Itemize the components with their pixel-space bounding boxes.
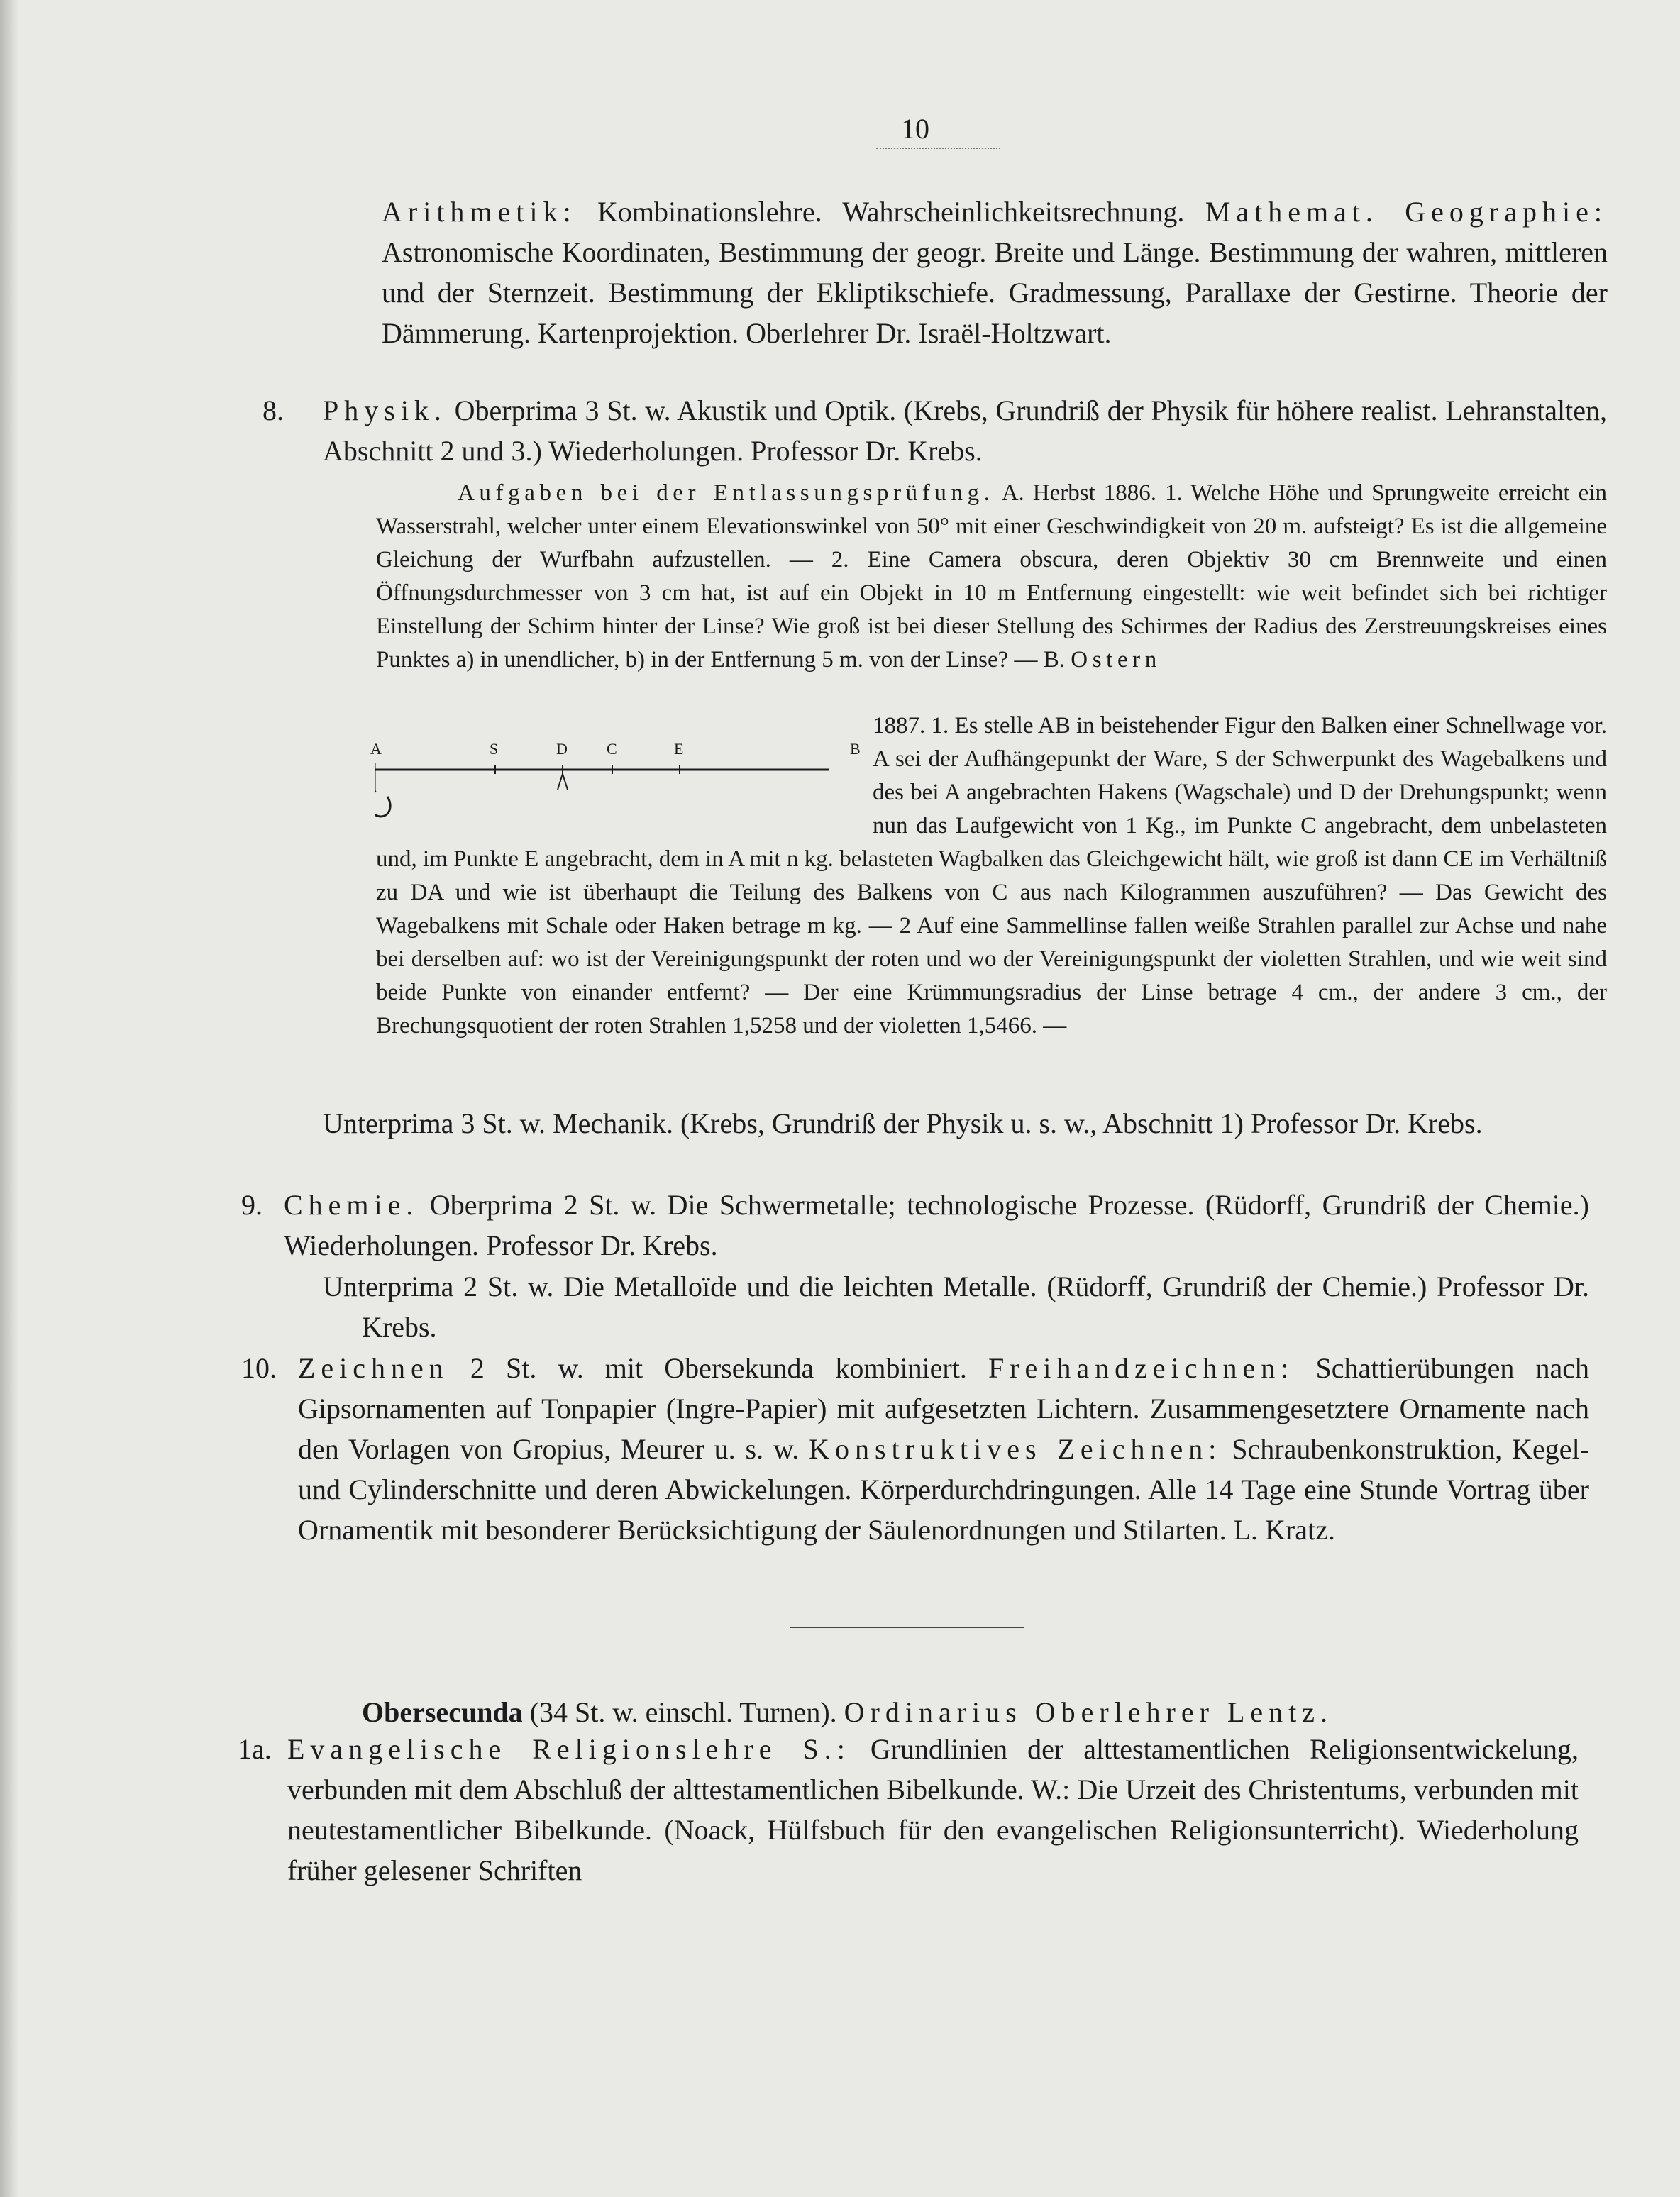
geographie-heading: Mathemat. Geographie: [1205,196,1608,228]
figure-label-b: B [850,740,861,758]
ostern-label: Ostern [1071,647,1161,673]
figure-label-e: E [674,740,684,758]
figure-label-c: C [607,740,617,758]
figure-label-a: A [370,740,382,758]
zeichnen-heading: Zeichnen [298,1352,449,1384]
konstruktives-heading: Konstruktives Zeichnen: [809,1433,1222,1465]
chemie-text: Oberprima 2 St. w. Die Schwermetalle; technologische Prozesse. (Rüdorff, Grundriß der Chemie.) Wiederholungen. Professor Dr. Krebs. [284,1189,1589,1261]
arithmetik-heading: Arithmetik: [382,196,577,228]
schnellwage-figure [370,740,871,825]
chemie-unterprima: Unterprima 2 St. w. Die Metalloïde und die leichten Metalle. (Rüdorff, Grundriß der Chemie.) Professor Dr. Krebs. [323,1271,1589,1343]
physik-unterprima: Unterprima 3 St. w. Mechanik. (Krebs, Grundriß der Physik u. s. w., Abschnitt 1) Professor Dr. Krebs. [323,1107,1483,1139]
aufgaben-heading: Aufgaben bei der Entlassungsprüfung. [458,480,995,506]
obersecunda-subtitle: (34 St. w. einschl. Turnen). [522,1696,844,1728]
freihandzeichnen-heading: Freihandzeichnen: [988,1352,1295,1384]
arithmetik-paragraph [382,192,1608,353]
physik-paragraph [323,390,1607,471]
zeichnen-number: 10. [241,1352,277,1384]
physik-heading: Physik. [323,394,447,426]
zeichnen-text-1: 2 St. w. mit Obersekunda kombiniert. [448,1352,988,1384]
physik-text: Oberprima 3 St. w. Akustik und Optik. (Krebs, Grundriß der Physik für höhere realist. Lehranstalten, Abschnitt 2 und 3.) Wiederholungen. Professor Dr. Krebs. [323,394,1607,467]
chemie-heading: Chemie. [284,1189,419,1221]
section-separator [790,1627,1024,1628]
religion-number: 1a. [238,1733,272,1765]
aufgaben-text-1: A. Herbst 1886. 1. Welche Höhe und Sprungweite erreicht ein Wasserstrahl, welcher unter einem Elevationswinkel von 50° mit einer Geschwindigkeit von 20 m. aufsteigt? Es ist die allgemeine Gleichung der Wurfbahn aufzustellen. — 2. Eine Camera obscura, deren Objektiv 30 cm Brennweite und einen Öffnungsdurchmesser von 3 cm hat, ist auf ein Objekt in 10 m Entfernung eingestellt: wie weit befindet sich bei richtiger Einstellung der Schirm hinter der Linse? Wie groß ist bei dieser Stellung des Schirmes der Radius des Zerstreuungskreises eines Punktes a) in unendlicher, b) in der Entfernung 5 m. von der Linse? — B. [376,480,1607,673]
arithmetik-text: Kombinationslehre. Wahrscheinlichkeitsrechnung. [576,196,1205,228]
page-edge [0,0,18,2197]
figure-label-d: D [556,740,568,758]
geographie-text: Astronomische Koordinaten, Bestimmung der geogr. Breite und Länge. Bestimmung der wahren, mittleren und der Sternzeit. Bestimmung der Ekliptikschiefe. Gradmessung, Parallaxe der Gestirne. Theorie der Dämmerung. Kartenprojektion. Oberlehrer Dr. Israël-Holtzwart. [382,236,1608,349]
obersecunda-heading [362,1692,1589,1732]
zeichnen-text-2: Schattierübungen nach Gipsornamenten auf Tonpapier (Ingre-Papier) mit aufgesetzten Lichtern. Zusammengesetztere Ornamente nach den Vorlagen von Gropius, Meurer u. s. w. [298,1352,1589,1465]
religion-paragraph [287,1729,1579,1891]
physik-number: 8. [262,394,284,426]
figure-label-s: S [490,740,499,758]
zeichnen-paragraph [298,1348,1589,1550]
religion-text: Grundlinien der alttestamentlichen Religionsentwickelung, verbunden mit dem Abschluß der alttestamentlichen Bibelkunde. W.: Die Urzeit des Christentums, verbunden mit neutestamentlicher Bibelkunde. (Noack, Hülfsbuch für den evangelischen Religionsunterricht). Wiederholung früher gelesener Schriften [287,1733,1579,1886]
page-number: 10 [901,113,929,145]
chemie-paragraph [284,1185,1589,1266]
religion-heading: Evangelische Religionslehre S.: [287,1733,851,1765]
aufgaben-paragraph [376,477,1607,677]
obersecunda-ordinarius: Ordinarius Oberlehrer Lentz. [844,1696,1334,1728]
chemie-number: 9. [241,1189,262,1221]
aufgaben-text-2-visible: 1887. 1. Es stelle AB in beistehender Figur den Balken einer Schnellwage vor. A sei der Aufhängepunkt der Ware, S der Schwerpunkt des Wagebalkens und des bei A angebrachten Hakens (Wagschale) und D der Drehungspunkt; wenn nun das Laufgewicht von 1 Kg., im Punkte C angebracht, dem unbelasteten und, im Punkte E angebracht, dem in A mit n kg. belasteten Wagbalken das Gleichgewicht hält, wie groß ist dann CE im Verhältniß zu DA und wie ist überhaupt die Teilung des Balkens von C aus nach Kilogrammen auszuführen? — Das Gewicht des Wagebalkens mit Schale oder Haken betrage m kg. — 2 Auf eine Sammellinse fallen weiße Strahlen parallel zur Achse und nahe bei derselben auf: wo ist der Vereinigungspunkt der roten und wo der Vereinigungspunkt der violetten Strahlen, und wie weit sind beide Punkte von einander entfernt? — Der eine Krümmungsradius der Linse betrage 4 cm., der andere 3 cm., der Brechungsquotient der roten Strahlen 1,5258 und der violetten 1,5466. — [376,713,1607,1039]
schnellwage-svg [375,740,871,825]
page-number-rule [876,148,1000,149]
obersecunda-title: Obersecunda [362,1696,523,1728]
zeichnen-text-3: Schraubenkonstruktion, Kegel- und Cylinderschnitte und deren Abwickelungen. Körperdurchdringungen. Alle 14 Tage eine Stunde Vortrag über Ornamentik mit besonderer Berücksichtigung der Säulenordnungen und Stilarten. L. Kratz. [298,1433,1589,1546]
